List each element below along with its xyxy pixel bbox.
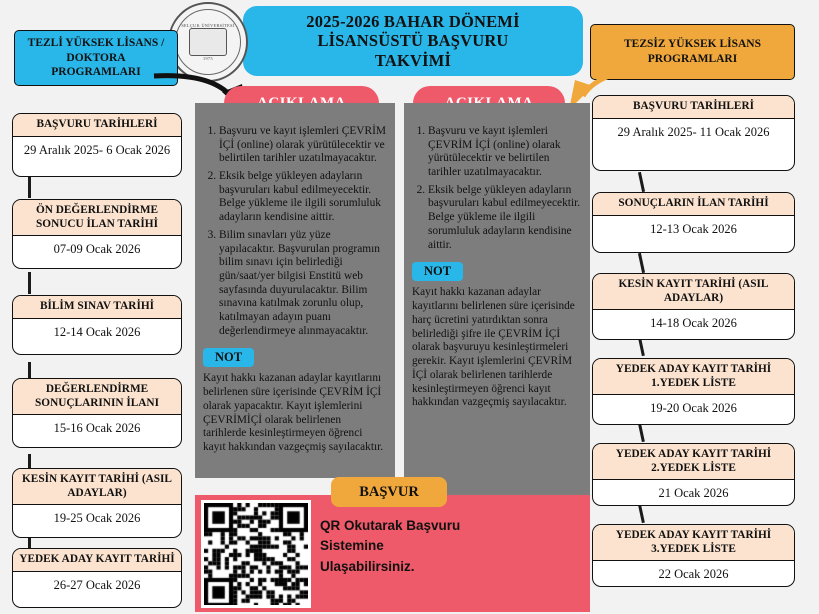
card-value: 22 Ocak 2026: [658, 567, 729, 582]
note-tag-left: NOT: [203, 348, 254, 367]
list-item: 3. Bilim sınavları yüz yüze yapılacaktır. Başvurulan programın bilim sınavı için belirlediği gün/saat/yer bilgisi Enstitü web sayfasında duyurulacaktır. Bilim sınavına katılmak zorunlu olup, katılmayan adayın puanı değerlendirmeye alınmayacaktır.: [219, 229, 387, 339]
list-item: 2. Eksik belge yükleyen adayların başvuruları kabul edilmeyecektir. Belge yükleme ile ilgili sorumluluk adayların kendisine aittir.: [428, 184, 582, 252]
page-title: [243, 6, 583, 76]
qr-instruction-text: [320, 516, 570, 577]
card-title: YEDEK ADAY KAYIT TARİHİ 3.YEDEK LİSTE: [593, 525, 794, 561]
timeline-card-left-4: [12, 378, 182, 448]
program-box-tezli: TEZLİ YÜKSEK LİSANS / DOKTORA PROGRAMLARI: [14, 30, 178, 86]
card-value: 29 Aralık 2025- 6 Ocak 2026: [23, 142, 171, 157]
note-body-left: Kayıt hakkı kazanan adaylar kayıtlarını belirlenen süre içerisinde ÇEVRİM İÇİ olarak yapacaktır. Kayıt işlemlerini ÇEVRİMİÇİ olarak belirlenen tarihlerde kesinleştirmeyen öğrenci kayıt hakkından vazgeçmiş sayılacaktır.: [203, 372, 384, 454]
qr-text-line-3: Ulaşabilirsiniz.: [320, 558, 415, 574]
card-value: 15-16 Ocak 2026: [53, 421, 141, 436]
card-title: DEĞERLENDİRME SONUÇLARININ İLANI: [13, 379, 181, 415]
connector: [638, 338, 645, 356]
card-value: 12-14 Ocak 2026: [53, 324, 141, 339]
timeline-card-right-5: [592, 443, 795, 506]
list-item: 2. Eksik belge yükleyen adayların başvuruları kabul edilmeyecektir. Belge yükleme ile ilgili sorumluluk adayların kendisine aittir.: [219, 170, 387, 225]
connector: [28, 272, 31, 294]
timeline-card-left-3: [12, 295, 182, 355]
card-title: KESİN KAYIT TARİHİ (ASIL ADAYLAR): [593, 274, 794, 310]
logo-bottom-text: 1975: [203, 56, 213, 61]
card-title: KESİN KAYIT TARİHİ (ASIL ADAYLAR): [13, 469, 181, 505]
program-box-tezsiz: TEZSİZ YÜKSEK LİSANS PROGRAMLARI: [590, 24, 795, 80]
list-item: 1. Başvuru ve kayıt işlemleri ÇEVRİM İÇİ (online) olarak yürütülecektir ve belirtilen tarihler uzatılmayacaktır.: [428, 125, 582, 180]
card-value: 12-13 Ocak 2026: [650, 221, 737, 236]
note-tag-right: NOT: [412, 262, 463, 281]
card-title: YEDEK ADAY KAYIT TARİHİ: [13, 549, 181, 572]
card-value: 29 Aralık 2025- 11 Ocak 2026: [617, 124, 770, 139]
card-title: SONUÇLARIN İLAN TARİHİ: [593, 193, 794, 216]
timeline-card-right-1: [592, 95, 795, 171]
logo-emblem-icon: [189, 28, 227, 56]
qr-text-line-1: QR Okutarak Başvuru: [320, 518, 461, 533]
timeline-card-right-3: [592, 273, 795, 340]
qr-text-line-2: Sistemine: [320, 538, 384, 554]
timeline-card-left-5: [12, 468, 182, 538]
card-value: 26-27 Ocak 2026: [53, 577, 141, 592]
timeline-card-right-4: [592, 358, 795, 425]
connector: [638, 253, 645, 273]
card-title: BAŞVURU TARİHLERİ: [593, 96, 794, 119]
title-line-1: 2025-2026 BAHAR DÖNEMİ: [306, 11, 520, 31]
timeline-card-left-2: [12, 199, 182, 269]
connector: [28, 176, 31, 198]
note-body-right: Kayıt hakkı kazanan adaylar kayıtlarını belirlenen süre içerisinde harç ücretini yatırdıktan sonra belirlediği şifre ile ÇEVRİM İÇİ olarak başvuruyu kesinleştirmeleri gerekir. Kayıt işlemlerini ÇEVRİM İÇİ olarak belirlenen tarihlerde kesinleştirmeyen öğrenci kayıt hakkından vazgeçmiş sayılacaktır.: [412, 286, 575, 409]
logo-top-text: SELÇUK ÜNİVERSİTESİ: [181, 23, 235, 28]
card-title: YEDEK ADAY KAYIT TARİHİ 2.YEDEK LİSTE: [593, 444, 794, 480]
qr-code-image[interactable]: [201, 500, 311, 608]
explanation-list-right: [412, 125, 582, 252]
explanation-list-left: [203, 125, 387, 338]
timeline-card-left-6: [12, 548, 182, 608]
list-item: 1. Başvuru ve kayıt işlemleri ÇEVRİM İÇİ (online) olarak yürütülecektir ve belirtilen tarihler uzatılmayacaktır.: [219, 125, 387, 166]
card-title: YEDEK ADAY KAYIT TARİHİ 1.YEDEK LİSTE: [593, 359, 794, 395]
card-title: ÖN DEĞERLENDİRME SONUCU İLAN TARİHİ: [13, 200, 181, 236]
card-title: BİLİM SINAV TARİHİ: [13, 296, 181, 319]
title-line-2: LİSANSÜSTÜ BAŞVURU: [317, 31, 509, 51]
card-value: 19-20 Ocak 2026: [650, 401, 737, 416]
card-value: 14-18 Ocak 2026: [650, 316, 737, 331]
title-line-3: TAKVİMİ: [374, 50, 452, 70]
explanation-panel-left: [195, 103, 395, 478]
card-title: BAŞVURU TARİHLERİ: [13, 114, 181, 137]
card-value: 19-25 Ocak 2026: [53, 511, 141, 526]
timeline-card-left-1: [12, 113, 182, 177]
connector: [638, 505, 645, 523]
basvur-badge: BAŞVUR: [331, 477, 447, 507]
connector: [638, 424, 645, 442]
card-value: 21 Ocak 2026: [658, 486, 729, 501]
connector: [638, 172, 645, 192]
card-value: 07-09 Ocak 2026: [53, 242, 141, 257]
timeline-card-right-2: [592, 192, 795, 253]
timeline-card-right-6: [592, 524, 795, 587]
